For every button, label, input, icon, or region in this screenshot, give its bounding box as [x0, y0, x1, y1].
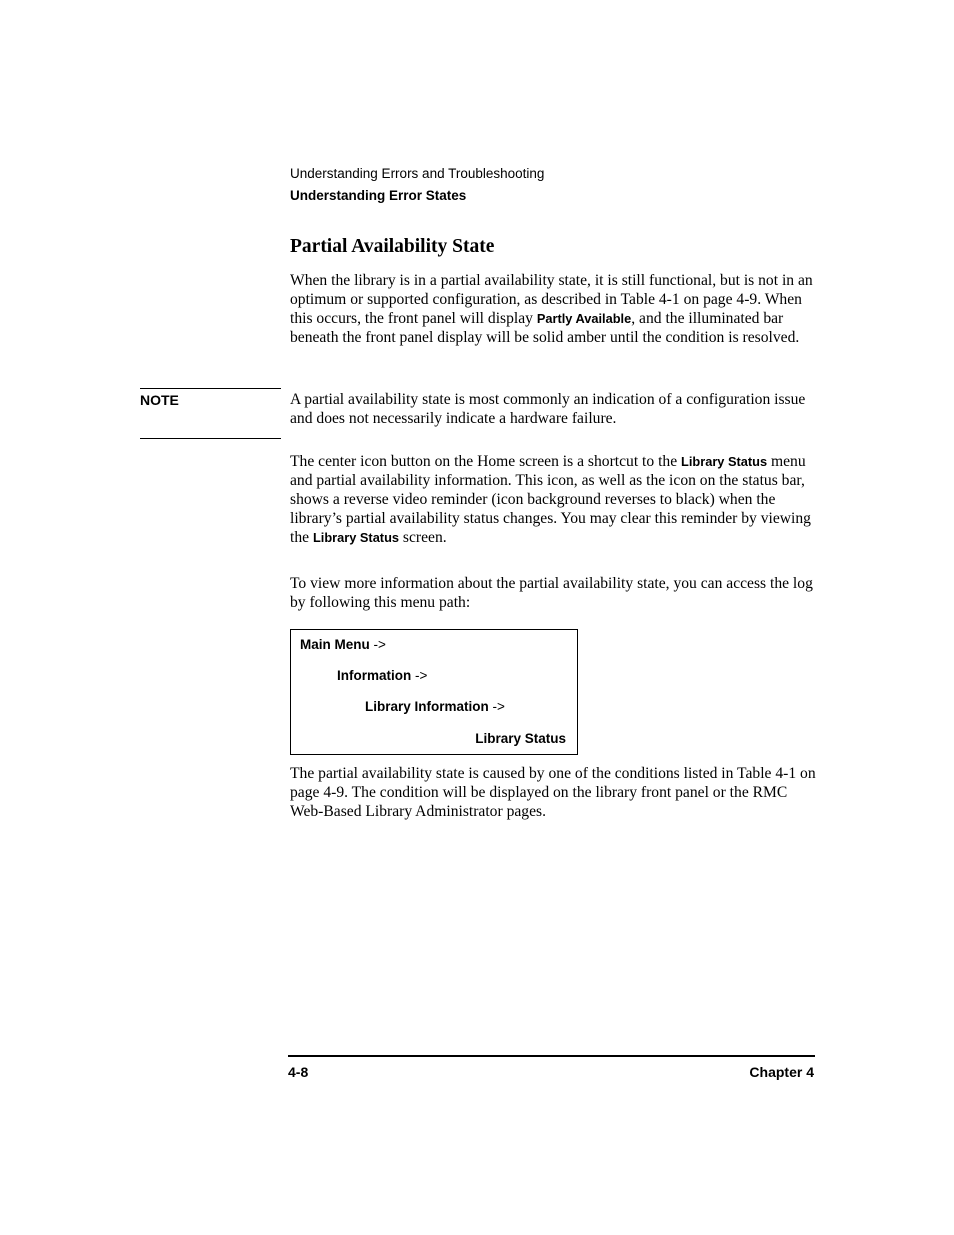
menu-item-label: Information	[337, 668, 412, 683]
paragraph-view-log: To view more information about the partial availability state, you can access the log by following this menu path:	[290, 575, 813, 611]
menu-item-label: Main Menu	[300, 637, 370, 652]
menu-item-label: Library Status	[475, 731, 566, 746]
menu-path-information	[337, 668, 427, 683]
menu-path-library-status	[475, 731, 566, 746]
menu-arrow: ->	[411, 668, 428, 683]
menu-arrow: ->	[488, 699, 505, 714]
note-bottom-rule	[140, 438, 281, 439]
menu-path-main-menu	[300, 637, 386, 652]
footer-chapter: Chapter 4	[749, 1064, 814, 1080]
paragraph-text: The center icon button on the Home screen is a shortcut to the	[290, 453, 682, 470]
paragraph-text: , and the illuminated bar beneath the front panel display will be solid amber until the condition is resolved.	[290, 309, 800, 346]
ui-term-partly-available: Partly Available	[536, 310, 632, 326]
paragraph-text: When the library is in a partial availability state, it is still functional, but is not in an optimum or supported configuration, as described in Table 4-1 on page 4-9. When this occurs, the front panel will display	[290, 272, 813, 327]
running-head-section: Understanding Error States	[290, 188, 467, 203]
paragraph-text: screen.	[399, 528, 447, 546]
footer-rule	[288, 1055, 815, 1057]
section-title: Partial Availability State	[290, 236, 495, 257]
menu-item-label: Library Information	[365, 699, 489, 714]
menu-arrow: ->	[369, 637, 386, 652]
paragraph-center-icon	[290, 453, 820, 548]
footer-page-number: 4-8	[288, 1064, 309, 1080]
note-label: NOTE	[140, 392, 179, 408]
paragraph-partial-availability	[290, 272, 820, 348]
note-text: A partial availability state is most commonly an indication of a configuration issue and does not necessarily indicate a hardware failure.	[290, 391, 806, 427]
menu-path-library-information	[365, 699, 505, 714]
ui-term-library-status: Library Status	[312, 529, 400, 545]
note-top-rule	[140, 388, 281, 389]
paragraph-conditions: The partial availability state is caused by one of the conditions listed in Table 4-1 on page 4-9. The condition will be displayed on the library front panel or the RMC Web-Based Library Administrator pages.	[290, 765, 816, 820]
running-head-chapter: Understanding Errors and Troubleshooting	[290, 166, 545, 181]
ui-term-library-status: Library Status	[681, 454, 768, 469]
paragraph-text: menu and partial availability information. This icon, as well as the icon on the status bar, shows a reverse video reminder (icon background reverses to black) when the library’s partial availability status changes. You may clear this reminder by viewing the	[290, 453, 811, 546]
menu-path-box	[290, 629, 578, 755]
